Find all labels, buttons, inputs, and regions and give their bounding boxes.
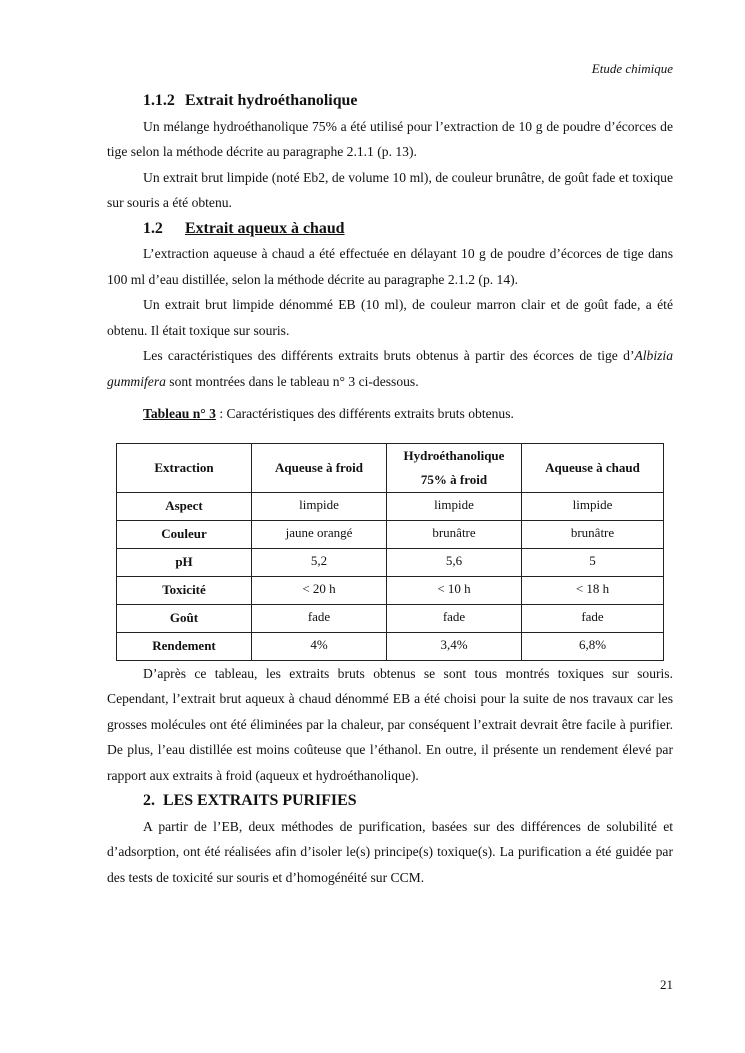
row-label: Rendement <box>117 632 252 660</box>
section-title: LES EXTRAITS PURIFIES <box>162 792 357 809</box>
table-caption-label: Tableau n° 3 <box>143 406 216 421</box>
table-cell: fade <box>387 604 522 632</box>
row-label: Couleur <box>117 520 252 548</box>
row-label: pH <box>117 548 252 576</box>
paragraph-5 <box>107 343 673 394</box>
paragraph-5-text-a: Les caractéristiques des différents extraits bruts obtenus à partir des écorces de tige d’ <box>143 348 635 363</box>
paragraph-5-text-b: sont montrées dans le tableau n° 3 ci-dessous. <box>165 373 419 389</box>
paragraph-6: D’après ce tableau, les extraits bruts obtenus se sont tous montrés toxiques sur souris. Cependant, l’extrait brut aqueux à chaud dénommé EB a été choisi pour la suite de nos travaux car les grosses molécules ont été éliminées par la chaleur, par conséquent l’extrait devrait être facile à purifier. De plus, l’eau distillée est moins coûteuse que l’éthanol. En outre, il présente un rendement élevé par rapport aux extraits à froid (aqueux et hydroéthanolique). <box>107 665 673 783</box>
table-cell: fade <box>522 604 664 632</box>
table-cell: limpide <box>387 492 522 520</box>
table-cell: limpide <box>252 492 387 520</box>
table-cell: 3,4% <box>387 632 522 660</box>
table-header-row <box>117 443 664 492</box>
table-cell: < 10 h <box>387 576 522 604</box>
extracts-table <box>116 443 664 661</box>
section-number: 1.2 <box>143 219 163 237</box>
section-heading-2 <box>107 788 673 814</box>
header-hydroethanolique <box>387 443 522 492</box>
header-aqueuse-chaud: Aqueuse à chaud <box>522 443 664 492</box>
paragraph-1: Un mélange hydroéthanolique 75% a été utilisé pour l’extraction de 10 g de poudre d’écorces de tige selon la méthode décrite au paragraphe 2.1.1 (p. 13). <box>107 118 673 159</box>
table-row <box>117 576 664 604</box>
section-heading-1-2 <box>107 216 673 242</box>
table-cell: 5 <box>522 548 664 576</box>
header-aqueuse-froid: Aqueuse à froid <box>252 443 387 492</box>
section-title: Extrait aqueux à chaud <box>184 219 345 237</box>
page-body <box>107 88 673 890</box>
table-cell: 4% <box>252 632 387 660</box>
table-cell: < 20 h <box>252 576 387 604</box>
section-number: 1.1.2 <box>143 92 175 109</box>
table-row <box>117 604 664 632</box>
row-label: Goût <box>117 604 252 632</box>
table-row <box>117 632 664 660</box>
table-cell: 5,2 <box>252 548 387 576</box>
paragraph-3: L’extraction aqueuse à chaud a été effectuée en délayant 10 g de poudre d’écorces de tige dans 100 ml d’eau distillée, selon la méthode décrite au paragraphe 2.1.2 (p. 14). <box>107 246 673 287</box>
table-cell: 5,6 <box>387 548 522 576</box>
header-hydroethanolique-line1: Hydroéthanolique <box>403 447 505 463</box>
table-row <box>117 548 664 576</box>
header-extraction: Extraction <box>117 443 252 492</box>
table-caption <box>107 401 673 427</box>
table-row <box>117 492 664 520</box>
table-cell: 6,8% <box>522 632 664 660</box>
paragraph-4: Un extrait brut limpide dénommé EB (10 ml), de couleur marron clair et de goût fade, a été obtenu. Il était toxique sur souris. <box>107 297 673 338</box>
section-heading-1-1-2 <box>107 88 673 114</box>
table-row <box>117 520 664 548</box>
row-label: Aspect <box>117 492 252 520</box>
table-cell: limpide <box>522 492 664 520</box>
paragraph-2: Un extrait brut limpide (noté Eb2, de volume 10 ml), de couleur brunâtre, de goût fade et toxique sur souris a été obtenu. <box>107 169 673 210</box>
header-hydroethanolique-line2: 75% à froid <box>420 471 488 487</box>
row-label: Toxicité <box>117 576 252 604</box>
table-cell: fade <box>252 604 387 632</box>
paragraph-7: A partir de l’EB, deux méthodes de purification, basées sur des différences de solubilité et d’adsorption, ont été réalisées afin d’isoler le(s) principe(s) toxique(s). La purification a été guidée par des tests de toxicité sur souris et d’homogénéité sur CCM. <box>107 818 673 885</box>
section-number: 2. <box>143 792 155 809</box>
species-name: Albizia gummifera <box>107 348 673 389</box>
table-cell: brunâtre <box>387 520 522 548</box>
section-title: Extrait hydroéthanolique <box>184 92 358 109</box>
table-cell: < 18 h <box>522 576 664 604</box>
running-head: Etude chimique <box>591 61 673 76</box>
table-cell: jaune orangé <box>252 520 387 548</box>
table-caption-text: : Caractéristiques des différents extraits bruts obtenus. <box>215 406 514 421</box>
table-cell: brunâtre <box>522 520 664 548</box>
page-number: 21 <box>660 977 673 992</box>
